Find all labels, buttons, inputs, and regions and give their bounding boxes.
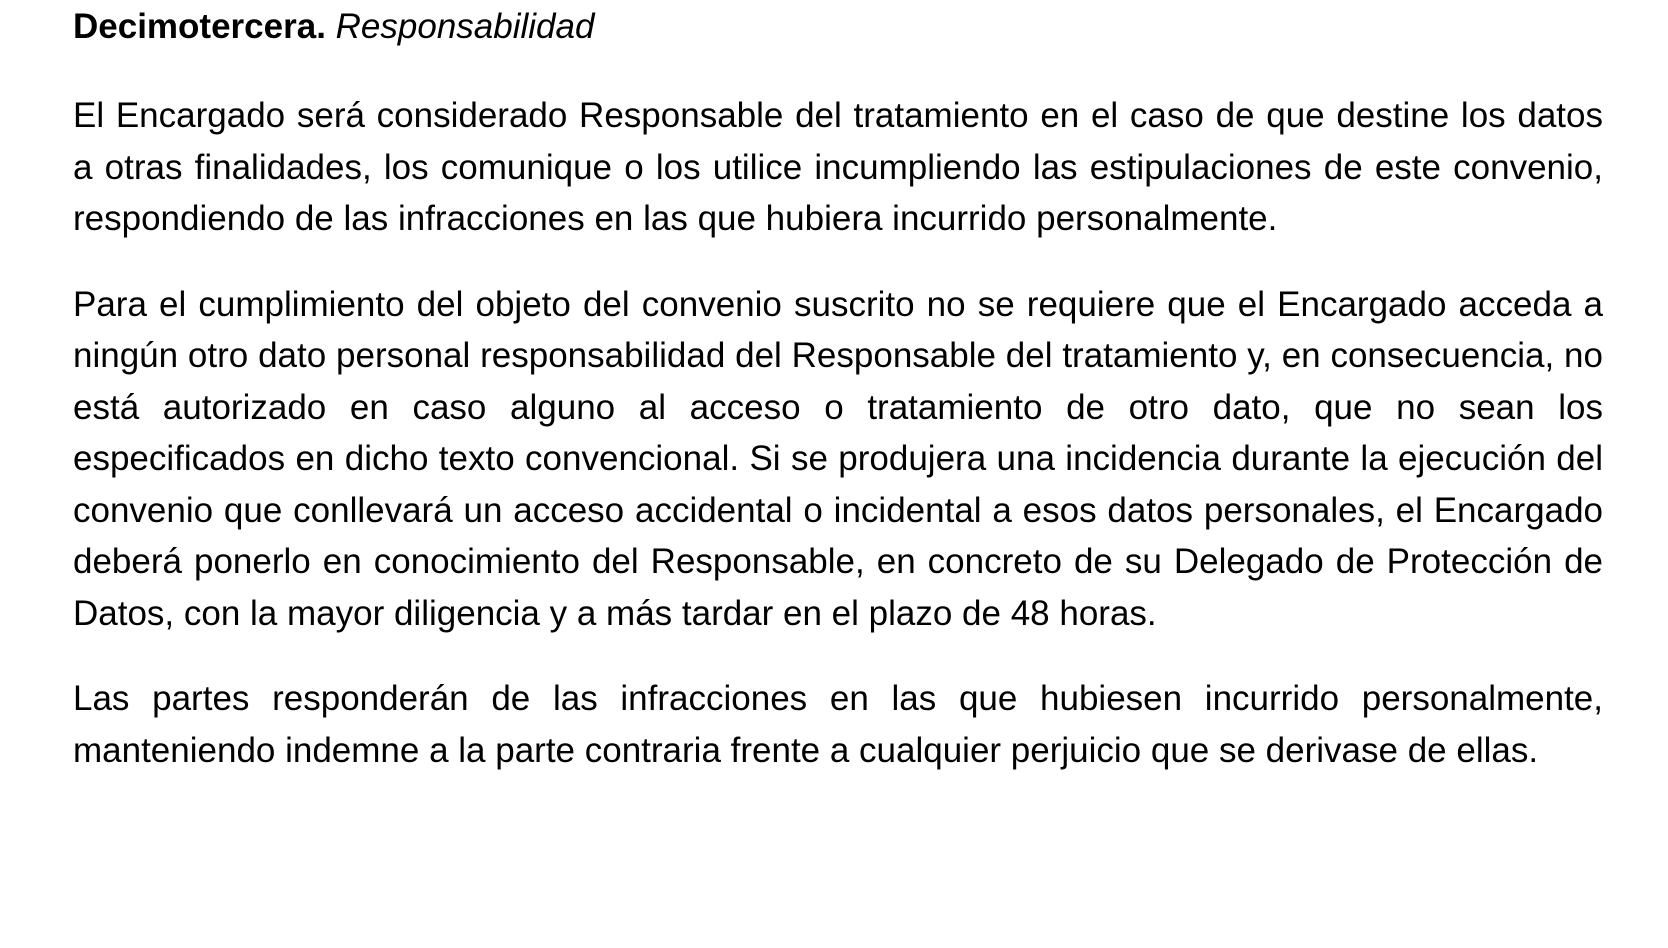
paragraph-acceso-datos: Para el cumplimiento del objeto del convenio suscrito no se requiere que el Encargado acceda a ningún otro dato personal responsabilidad del Responsable del tratamiento y, en consecuencia, no está autorizado en caso alguno al acceso o tratamiento de otro dato, que no sean los especificados en dicho texto convencional. Si se produjera una incidencia durante la ejecución del convenio que conllevará un acceso accidental o incidental a esos datos personales, el Encargado deberá ponerlo en conocimiento del Responsable, en concreto de su Delegado de Protección de Datos, con la mayor diligencia y a más tardar en el plazo de 48 horas. (73, 284, 1603, 633)
paragraph-encargado-responsable: El Encargado será considerado Responsable del tratamiento en el caso de que destine los datos a otras finalidades, los comunique o los utilice incumpliendo las estipulaciones de este convenio, respondiendo de las infracciones en las que hubiera incurrido personalmente. (73, 96, 1603, 238)
document-page (73, 0, 1603, 776)
clause-label: Decimotercera. (73, 7, 326, 46)
clause-heading (73, 0, 1603, 52)
clause-subject: Responsabilidad (335, 7, 595, 46)
paragraph-responsabilidad-partes: Las partes responderán de las infracciones en las que hubiesen incurrido personalmente, manteniendo indemne a la parte contraria frente a cualquier perjuicio que se derivase de ellas. (73, 679, 1603, 770)
